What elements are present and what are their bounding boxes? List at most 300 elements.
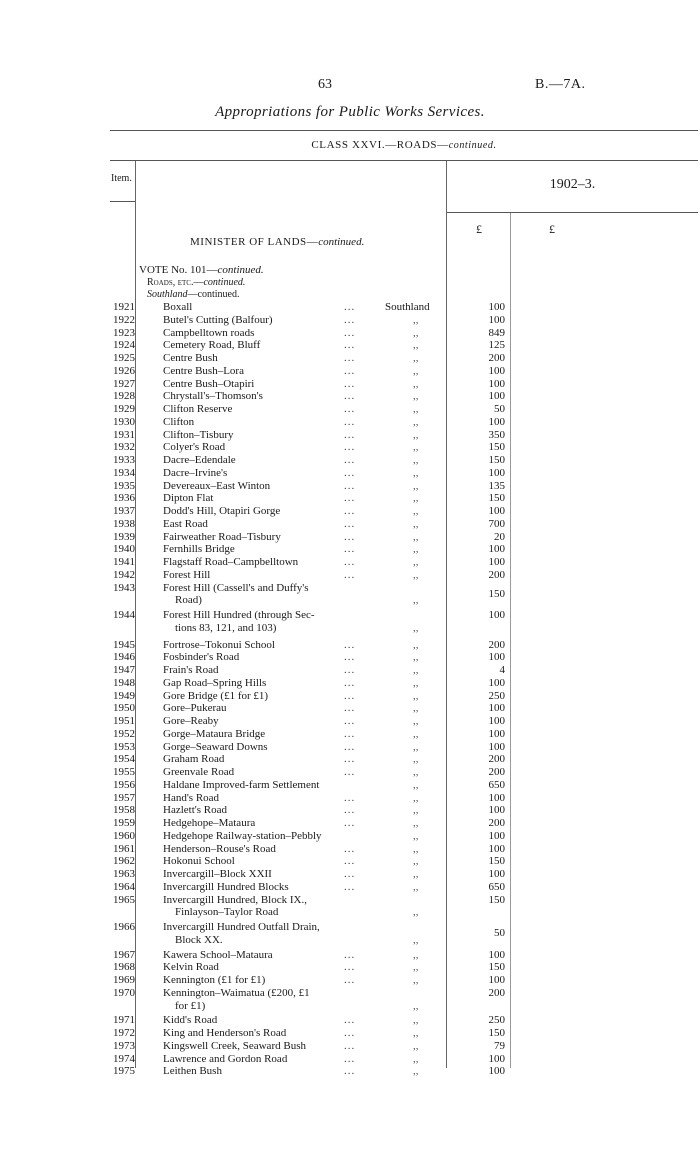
electoral-district: ,, (413, 842, 419, 855)
electoral-district: ,, (413, 594, 419, 607)
item-number: 1971 (113, 1014, 135, 1027)
electoral-district: ,, (413, 441, 419, 454)
electoral-district: ,, (413, 1052, 419, 1065)
road-name: Fortrose–Tokonui School (163, 638, 275, 651)
amount: 100 (488, 740, 505, 753)
table-row (0, 893, 700, 919)
electoral-district: ,, (413, 517, 419, 530)
road-name: Fernhills Bridge (163, 543, 235, 556)
road-name: Campbelltown roads (163, 326, 255, 339)
table-row (0, 314, 700, 327)
item-number: 1975 (113, 1065, 135, 1078)
roads-subheading-main: Roads, etc.— (147, 277, 204, 288)
table-row (0, 949, 700, 962)
minister-heading (190, 236, 364, 248)
item-number: 1961 (113, 842, 135, 855)
leader-dots: ... (344, 505, 356, 517)
amount: 100 (488, 543, 505, 556)
amount: 250 (488, 1014, 505, 1027)
road-name: Fosbinder's Road (163, 651, 240, 664)
amount: 100 (488, 702, 505, 715)
header-rule-top (110, 130, 698, 131)
item-number: 1930 (113, 415, 135, 428)
header-rule-bottom (110, 160, 698, 161)
amount: 200 (488, 766, 505, 778)
leader-dots: ... (344, 868, 356, 880)
table-row (0, 986, 700, 1012)
road-name: Gore–Pukerau (163, 702, 227, 715)
table-row (0, 492, 700, 505)
minister-heading-continued: continued. (318, 236, 365, 248)
page-title: Appropriations for Public Works Services. (215, 104, 485, 120)
item-number: 1943 (113, 581, 135, 594)
amount: 100 (488, 948, 505, 961)
road-name: Cemetery Road, Bluff (163, 339, 261, 352)
road-name: Devereaux–East Winton (163, 479, 271, 492)
electoral-district: ,, (413, 817, 419, 829)
item-number: 1966 (113, 921, 135, 933)
electoral-district: ,, (413, 543, 419, 556)
table-row (0, 817, 700, 830)
road-name: Centre Bush–Otapiri (163, 377, 255, 390)
currency-symbol-1: £ (476, 222, 482, 236)
leader-dots: ... (344, 543, 356, 556)
table-row (0, 390, 700, 403)
leader-dots: ... (344, 352, 356, 364)
amount: 100 (488, 868, 505, 880)
item-number: 1970 (113, 986, 135, 999)
amount: 50 (494, 403, 505, 415)
item-number: 1969 (113, 974, 135, 986)
road-name: Forest Hill (163, 568, 211, 581)
leader-dots: ... (344, 364, 356, 377)
class-heading-main: CLASS XXVI.—ROADS— (311, 139, 449, 151)
amount: 200 (488, 986, 505, 999)
item-number: 1959 (113, 817, 135, 829)
amount: 100 (488, 377, 505, 390)
leader-dots: ... (344, 753, 356, 766)
electoral-district: ,, (413, 999, 419, 1012)
item-column-header: Item. (111, 173, 132, 184)
electoral-district: ,, (413, 352, 419, 364)
electoral-district: ,, (413, 948, 419, 961)
item-number: 1964 (113, 880, 135, 893)
amount: 200 (488, 352, 505, 364)
item-number: 1974 (113, 1052, 135, 1065)
item-number: 1928 (113, 390, 135, 403)
table-row (0, 843, 700, 856)
road-name: Centre Bush (163, 352, 218, 364)
electoral-district: ,, (413, 415, 419, 428)
leader-dots: ... (344, 530, 356, 543)
road-name: Colyer's Road (163, 441, 226, 454)
electoral-district: ,, (413, 689, 419, 702)
district-subheading-main: Southland (147, 289, 188, 300)
amount: 150 (488, 855, 505, 868)
leader-dots: ... (344, 855, 356, 868)
amount: 100 (488, 974, 505, 986)
electoral-district: ,, (413, 492, 419, 505)
table-row (0, 664, 700, 677)
road-name: Frain's Road (163, 664, 219, 676)
amount: 79 (494, 1039, 505, 1052)
amount: 100 (488, 791, 505, 804)
road-name: Leithen Bush (163, 1065, 222, 1078)
amount: 100 (488, 727, 505, 740)
road-name: Centre Bush–Lora (163, 364, 244, 377)
item-number: 1936 (113, 492, 135, 505)
table-row (0, 690, 700, 703)
electoral-district: ,, (413, 339, 419, 352)
leader-dots: ... (344, 974, 356, 986)
table-row (0, 480, 700, 493)
table-row (0, 1027, 700, 1040)
paper-reference: B.—7A. (535, 77, 586, 92)
leader-dots: ... (344, 517, 356, 530)
currency-symbol-2: £ (549, 222, 555, 236)
table-row (0, 1053, 700, 1066)
leader-dots: ... (344, 676, 356, 689)
item-number: 1948 (113, 676, 135, 689)
leader-dots: ... (344, 428, 356, 441)
item-number: 1951 (113, 715, 135, 727)
electoral-district: ,, (413, 740, 419, 753)
amount: 350 (488, 428, 505, 441)
road-name: Kelvin Road (163, 961, 219, 974)
amount: 150 (488, 1027, 505, 1039)
table-row (0, 830, 700, 843)
amount: 150 (488, 893, 505, 906)
road-name: Kennington (£1 for £1) (163, 974, 266, 986)
electoral-district: ,, (413, 651, 419, 664)
electoral-district: ,, (413, 1027, 419, 1039)
electoral-district: ,, (413, 313, 419, 326)
road-name: Kennington–Waimatua (£200, £1 (163, 986, 310, 999)
leader-dots: ... (344, 727, 356, 740)
electoral-district: ,, (413, 791, 419, 804)
leader-dots: ... (344, 492, 356, 505)
leader-dots: ... (344, 804, 356, 817)
amount: 4 (499, 664, 505, 676)
leader-dots: ... (344, 766, 356, 778)
leader-dots: ... (344, 842, 356, 855)
item-number: 1957 (113, 791, 135, 804)
electoral-district: ,, (413, 568, 419, 581)
road-name: Kidd's Road (163, 1014, 218, 1027)
road-name: Forest Hill (Cassell's and Duffy's (163, 581, 309, 594)
electoral-district: ,, (413, 638, 419, 651)
road-name: Gore Bridge (£1 for £1) (163, 689, 269, 702)
leader-dots: ... (344, 948, 356, 961)
road-name: Clifton (163, 415, 195, 428)
item-number: 1956 (113, 778, 135, 791)
item-number: 1968 (113, 961, 135, 974)
roads-subheading (147, 277, 245, 288)
item-number: 1921 (113, 301, 135, 313)
electoral-district: ,, (413, 364, 419, 377)
item-header-rule (110, 201, 135, 202)
leader-dots: ... (344, 479, 356, 492)
electoral-district: ,, (413, 868, 419, 880)
electoral-district: ,, (413, 880, 419, 893)
amount: 650 (488, 880, 505, 893)
table-row (0, 868, 700, 881)
table-row (0, 677, 700, 690)
leader-dots: ... (344, 1039, 356, 1052)
item-number: 1973 (113, 1039, 135, 1052)
electoral-district: ,, (413, 479, 419, 492)
leader-dots: ... (344, 339, 356, 352)
amount: 20 (494, 530, 505, 543)
electoral-district: ,, (413, 556, 419, 568)
electoral-district: ,, (413, 727, 419, 740)
road-name: Greenvale Road (163, 766, 235, 778)
table-row (0, 454, 700, 467)
road-name: Invercargill Hundred Outfall Drain, (163, 921, 320, 933)
table-row (0, 961, 700, 974)
amount: 135 (488, 479, 505, 492)
leader-dots: ... (344, 390, 356, 403)
table-row (0, 505, 700, 518)
table-row (0, 855, 700, 868)
item-number: 1972 (113, 1027, 135, 1039)
item-number: 1944 (113, 609, 135, 621)
electoral-district: ,, (413, 961, 419, 974)
table-row (0, 441, 700, 454)
vote-heading-continued: continued. (217, 264, 264, 276)
table-row (0, 609, 700, 634)
electoral-district: ,, (413, 1014, 419, 1027)
leader-dots: ... (344, 326, 356, 339)
table-row (0, 429, 700, 442)
amount: 200 (488, 753, 505, 766)
item-number: 1938 (113, 517, 135, 530)
amount: 100 (488, 415, 505, 428)
leader-dots: ... (344, 415, 356, 428)
electoral-district: ,, (413, 664, 419, 676)
item-number: 1923 (113, 326, 135, 339)
road-name: Gap Road–Spring Hills (163, 676, 267, 689)
leader-dots: ... (344, 454, 356, 466)
road-name: Gorge–Mataura Bridge (163, 727, 266, 740)
table-row (0, 403, 700, 416)
road-name: Invercargill–Block XXII (163, 868, 272, 880)
leader-dots: ... (344, 740, 356, 753)
road-name: Gorge–Seaward Downs (163, 740, 268, 753)
item-number: 1963 (113, 868, 135, 880)
item-number: 1937 (113, 505, 135, 517)
table-row (0, 921, 700, 946)
road-name-continuation: Road) (175, 594, 202, 607)
amount: 100 (488, 804, 505, 817)
electoral-district: Southland (385, 301, 430, 313)
table-row (0, 543, 700, 556)
item-number: 1942 (113, 568, 135, 581)
item-number: 1960 (113, 829, 135, 842)
vote-heading (139, 264, 264, 276)
minister-heading-main: MINISTER OF LANDS— (190, 236, 319, 248)
road-name: Kawera School–Mataura (163, 948, 273, 961)
amount: 100 (488, 556, 505, 568)
leader-dots: ... (344, 880, 356, 893)
table-row (0, 702, 700, 715)
leader-dots: ... (344, 817, 356, 829)
amount: 250 (488, 689, 505, 702)
item-number: 1947 (113, 664, 135, 676)
amount: 100 (488, 301, 505, 313)
leader-dots: ... (344, 961, 356, 974)
item-number: 1953 (113, 740, 135, 753)
electoral-district: ,, (413, 390, 419, 403)
road-name: Clifton Reserve (163, 403, 233, 415)
leader-dots: ... (344, 403, 356, 415)
electoral-district: ,, (413, 753, 419, 766)
amount: 150 (488, 587, 505, 600)
item-number: 1958 (113, 804, 135, 817)
road-name: Invercargill Hundred Blocks (163, 880, 289, 893)
amount: 650 (488, 778, 505, 791)
leader-dots: ... (344, 715, 356, 727)
table-row (0, 779, 700, 792)
electoral-district: ,, (413, 326, 419, 339)
electoral-district: ,, (413, 933, 419, 946)
amount: 100 (488, 390, 505, 403)
item-number: 1955 (113, 766, 135, 778)
road-name: Dacre–Edendale (163, 454, 236, 466)
item-number: 1940 (113, 543, 135, 556)
road-name: Invercargill Hundred, Block IX., (163, 893, 307, 906)
leader-dots: ... (344, 791, 356, 804)
amount: 150 (488, 961, 505, 974)
leader-dots: ... (344, 689, 356, 702)
amount: 150 (488, 441, 505, 454)
amount: 100 (488, 715, 505, 727)
road-name: Hazlett's Road (163, 804, 227, 817)
class-heading-continued: continued. (448, 140, 497, 151)
electoral-district: ,, (413, 974, 419, 986)
table-row (0, 327, 700, 340)
table-row (0, 728, 700, 741)
amount: 100 (488, 676, 505, 689)
road-name-continuation: for £1) (175, 999, 206, 1012)
electoral-district: ,, (413, 855, 419, 868)
electoral-district: ,, (413, 829, 419, 842)
road-name: Hokonui School (163, 855, 235, 868)
amount: 100 (488, 651, 505, 664)
table-row (0, 416, 700, 429)
electoral-district: ,, (413, 428, 419, 441)
amount: 200 (488, 817, 505, 829)
leader-dots: ... (344, 651, 356, 664)
year-header-rule (447, 212, 698, 213)
road-name: Butel's Cutting (Balfour) (163, 313, 273, 326)
leader-dots: ... (344, 466, 356, 479)
road-name: Kingswell Creek, Seaward Bush (163, 1039, 306, 1052)
amount: 100 (488, 1065, 505, 1078)
table-row (0, 365, 700, 378)
electoral-district: ,, (413, 454, 419, 466)
leader-dots: ... (344, 377, 356, 390)
table-row (0, 518, 700, 531)
amount: 125 (488, 339, 505, 352)
amount: 100 (488, 466, 505, 479)
table-row (0, 715, 700, 728)
table-row (0, 1065, 700, 1078)
item-number: 1952 (113, 727, 135, 740)
road-name: Forest Hill Hundred (through Sec- (163, 609, 315, 621)
leader-dots: ... (344, 568, 356, 581)
item-number: 1949 (113, 689, 135, 702)
road-name: Dodd's Hill, Otapiri Gorge (163, 505, 281, 517)
amount: 100 (488, 829, 505, 842)
item-number: 1924 (113, 339, 135, 352)
table-row (0, 531, 700, 544)
amount: 200 (488, 638, 505, 651)
road-name: Dacre–Irvine's (163, 466, 228, 479)
item-number: 1965 (113, 893, 135, 906)
item-number: 1941 (113, 556, 135, 568)
amount: 150 (488, 454, 505, 466)
amount: 100 (488, 313, 505, 326)
table-row (0, 569, 700, 582)
road-name: Dipton Flat (163, 492, 214, 505)
item-number: 1946 (113, 651, 135, 664)
road-name: Flagstaff Road–Campbelltown (163, 556, 299, 568)
item-number: 1939 (113, 530, 135, 543)
road-name: King and Henderson's Road (163, 1027, 287, 1039)
road-name: Chrystall's–Thomson's (163, 390, 263, 403)
item-number: 1933 (113, 454, 135, 466)
road-name: Hand's Road (163, 791, 220, 804)
table-row (0, 639, 700, 652)
table-row (0, 467, 700, 480)
roads-subheading-continued: continued. (203, 277, 246, 288)
road-name: Haldane Improved-farm Settlement (163, 778, 320, 791)
leader-dots: ... (344, 1027, 356, 1039)
road-name: Gore–Reaby (163, 715, 219, 727)
electoral-district: ,, (413, 766, 419, 778)
table-row (0, 1040, 700, 1053)
road-name: Boxall (163, 301, 193, 313)
amount: 200 (488, 568, 505, 581)
electoral-district: ,, (413, 377, 419, 390)
road-name-continuation: tions 83, 121, and 103) (175, 621, 277, 634)
item-number: 1934 (113, 466, 135, 479)
road-name: Hedgehope–Mataura (163, 817, 256, 829)
district-subheading (147, 289, 240, 300)
leader-dots: ... (344, 638, 356, 651)
table-row (0, 804, 700, 817)
electoral-district: ,, (413, 804, 419, 817)
leader-dots: ... (344, 664, 356, 676)
amount: 100 (488, 609, 505, 621)
item-number: 1931 (113, 428, 135, 441)
electoral-district: ,, (413, 403, 419, 415)
table-row (0, 581, 700, 607)
road-name: Lawrence and Gordon Road (163, 1052, 288, 1065)
road-name: Hedgehope Railway-station–Pebbly (163, 829, 322, 842)
electoral-district: ,, (413, 530, 419, 543)
district-subheading-continued: —continued. (187, 289, 240, 300)
amount: 849 (488, 326, 505, 339)
leader-dots: ... (344, 1052, 356, 1065)
item-number: 1954 (113, 753, 135, 766)
leader-dots: ... (344, 301, 356, 313)
item-number: 1945 (113, 638, 135, 651)
year-column-header: 1902–3. (549, 177, 596, 192)
electoral-district: ,, (413, 702, 419, 715)
table-row (0, 974, 700, 987)
